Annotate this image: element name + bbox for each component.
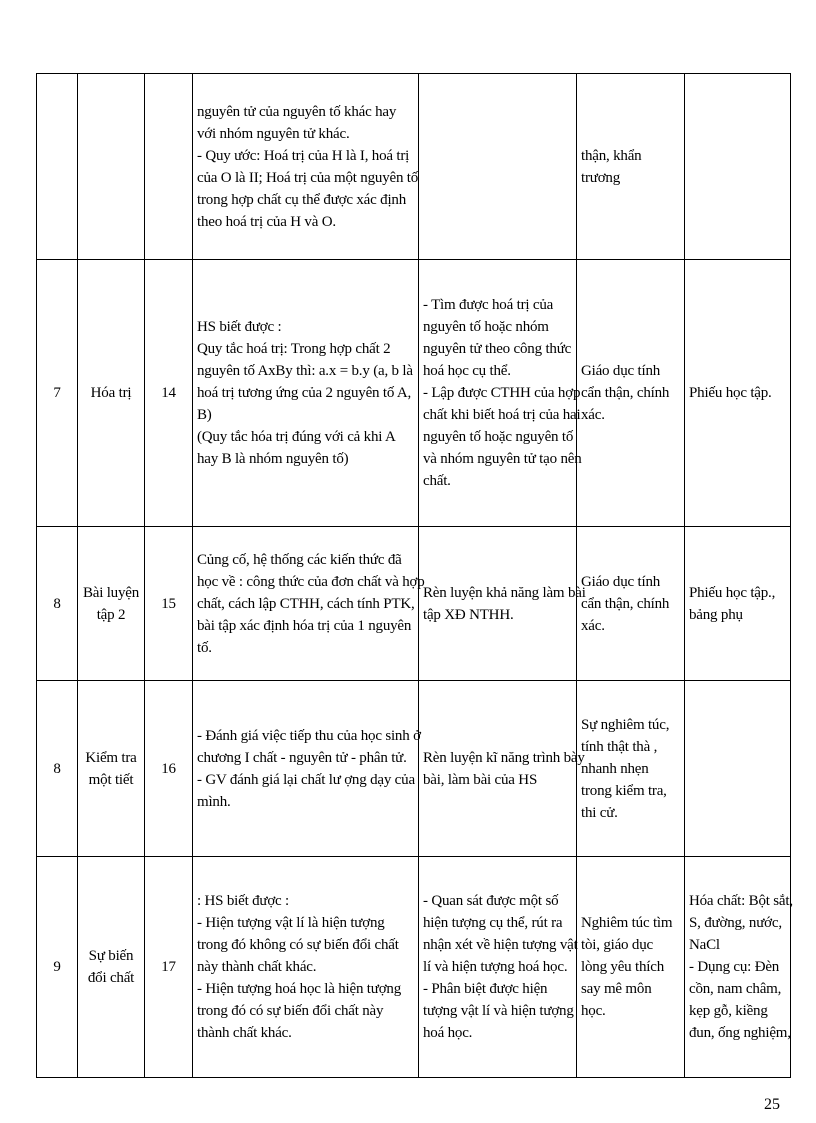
cell-attitude [577,527,685,681]
text-line: Quy tắc hoá trị: Trong hợp chất 2 [197,341,391,357]
cell-knowledge [193,681,419,857]
text-line: trong hợp chất cụ thể được xác định [197,191,407,208]
text-line: đun, ống nghiệm, [689,1025,791,1041]
cell-period: 15 [145,527,193,681]
text-line: bài, làm bài của HS [423,771,538,788]
text-line: trong đó không có sự biến đổi chất [197,937,399,953]
cell-skills [419,74,577,260]
text-line: chương I chất - nguyên tử - phân tử. [197,749,407,766]
text-line: chất khi biết hoá trị của hai [423,407,581,423]
cell-materials [685,527,791,681]
text-line: Nghiêm túc tìm [581,915,673,931]
text-line: - Hiện tượng vật lí là hiện tượng [197,915,385,931]
cell-period [145,74,193,260]
lesson-name-line: Sự biến [88,948,134,964]
table-row [37,527,791,681]
text-line: - Đánh giá việc tiếp thu của học sinh ở [197,727,421,744]
cell-materials [685,681,791,857]
text-line: tòi, giáo dục [581,937,653,953]
cell-materials [685,857,791,1078]
text-line: - Hiện tượng hoá học là hiện tượng [197,981,402,997]
text-line: NaCl [689,937,720,953]
text-line: xác. [581,617,605,634]
cell-number: 8 [37,527,78,681]
text-line: chất. [423,473,451,489]
cell-period: 14 [145,260,193,527]
text-line: say mê môn [581,981,652,997]
text-line: nguyên tử theo công thức [423,341,572,357]
text-line: hay B là nhóm nguyên tố) [197,451,349,467]
lesson-name-line: tập 2 [96,606,126,623]
text-line: xác. [581,407,605,423]
text-line: nhanh nhẹn [581,760,649,777]
text-line: nhận xét về hiện tượng vật [423,937,578,953]
text-line: thận, khẩn [581,147,642,164]
text-line: cẩn thận, chính [581,595,670,612]
cell-skills [419,260,582,527]
cell-lesson [78,681,145,857]
text-line: thành chất khác. [197,1025,292,1041]
cell-lesson [78,527,145,681]
text-line: Sự nghiêm túc, [581,716,670,733]
text-line: bài tập xác định hóa trị của 1 nguyên [197,617,412,634]
cell-skills [419,857,577,1078]
cell-number: 8 [37,681,78,857]
cell-number: 7 [37,260,78,527]
table-row [37,857,791,1078]
lesson-name-line: đổi chất [87,970,135,986]
cell-attitude [577,857,685,1078]
text-line: Giáo dục tính [581,363,661,379]
lesson-plan-table [36,73,791,1078]
text-line: lòng yêu thích [581,959,665,975]
text-line: nguyên tố AxBy thì: a.x = b.y (a, b là [197,363,413,379]
text-line: hiện tượng cụ thể, rút ra [423,915,563,931]
text-line: Phiếu học tập. [689,385,772,401]
cell-skills [419,527,586,681]
text-line: S, đường, nước, [689,915,782,931]
cell-attitude [577,74,685,260]
text-line: HS biết được : [197,319,282,335]
text-line: nguyên tố hoặc nguyên tố [423,429,574,445]
lesson-name-line: Bài luyện [82,584,140,601]
text-line: với nhóm nguyên tử khác. [197,125,350,142]
text-line: của O là II; Hoá trị của một nguyên tố [197,169,419,186]
table-row [37,681,791,857]
text-line: học. [581,1003,606,1019]
text-line: - Phân biệt được hiện [423,981,548,997]
cell-materials [685,260,791,527]
text-line: - GV đánh giá lại chất lư ợng dạy của [197,771,415,788]
cell-materials [685,74,791,260]
cell-skills [419,681,585,857]
text-line: - Dụng cụ: Đèn [689,959,780,975]
cell-lesson [78,260,145,527]
text-line: tập XĐ NTHH. [423,606,514,623]
cell-period: 17 [145,857,193,1078]
text-line: và nhóm nguyên tử tạo nên [423,451,582,467]
text-line: kẹp gỗ, kiềng [689,1003,768,1019]
table-row [37,260,791,527]
text-line: học về : công thức của đơn chất và hợp [197,573,425,590]
cell-knowledge [193,857,419,1078]
cell-attitude [577,260,685,527]
cell-number: 9 [37,857,78,1078]
lesson-name-line: Kiểm tra [85,749,137,766]
text-line: : HS biết được : [197,893,290,909]
cell-lesson [78,74,145,260]
text-line: Rèn luyện kĩ năng trình bày [423,749,585,766]
text-line: trong đó có sự biến đổi chất này [197,1003,384,1019]
text-line: Giáo dục tính [581,573,661,590]
text-line: B) [197,407,212,423]
lesson-name-line: một tiết [88,771,134,788]
text-line: mình. [197,793,231,810]
text-line: (Quy tắc hóa trị đúng với cả khi A [197,429,396,445]
text-line: cẩn thận, chính [581,385,670,401]
text-line: Rèn luyện khả năng làm bài [423,584,586,601]
text-line: - Quy ước: Hoá trị của H là I, hoá trị [197,147,410,164]
cell-period: 16 [145,681,193,857]
text-line: này thành chất khác. [197,959,317,975]
text-line: trương [581,169,621,186]
text-line: trong kiểm tra, [581,782,667,799]
cell-lesson [78,857,145,1078]
text-line: Phiếu học tập., [689,584,776,601]
cell-knowledge [193,260,419,527]
text-line: Hóa chất: Bột sắt, [689,893,793,909]
lesson-name-line: Hóa trị [90,385,132,401]
text-line: nguyên tố hoặc nhóm [423,319,549,335]
cell-knowledge [193,74,419,260]
text-line: nguyên tử của nguyên tố khác hay [197,103,397,120]
text-line: tính thật thà , [581,738,658,755]
text-line: - Tìm được hoá trị của [423,297,554,313]
text-line: bảng phụ [689,606,743,623]
text-line: thi cử. [581,804,618,821]
text-line: - Quan sát được một số [423,893,559,909]
text-line: hoá học cụ thể. [423,363,511,379]
cell-number [37,74,78,260]
text-line: hoá học. [423,1025,473,1041]
table-row [37,74,791,260]
text-line: tượng vật lí và hiện tượng [423,1003,574,1019]
page-number: 25 [764,1096,780,1113]
text-line: Củng cố, hệ thống các kiến thức đã [197,551,402,568]
cell-attitude [577,681,685,857]
text-line: hoá trị tương ứng của 2 nguyên tố A, [197,385,412,401]
cell-knowledge [193,527,425,681]
text-line: - Lập được CTHH của hợp [423,385,581,401]
text-line: lí và hiện tượng hoá học. [423,959,568,975]
text-line: chất, cách lập CTHH, cách tính PTK, [197,595,415,612]
text-line: theo hoá trị của H và O. [197,213,336,230]
text-line: cồn, nam châm, [689,981,782,997]
text-line: tố. [197,639,212,656]
